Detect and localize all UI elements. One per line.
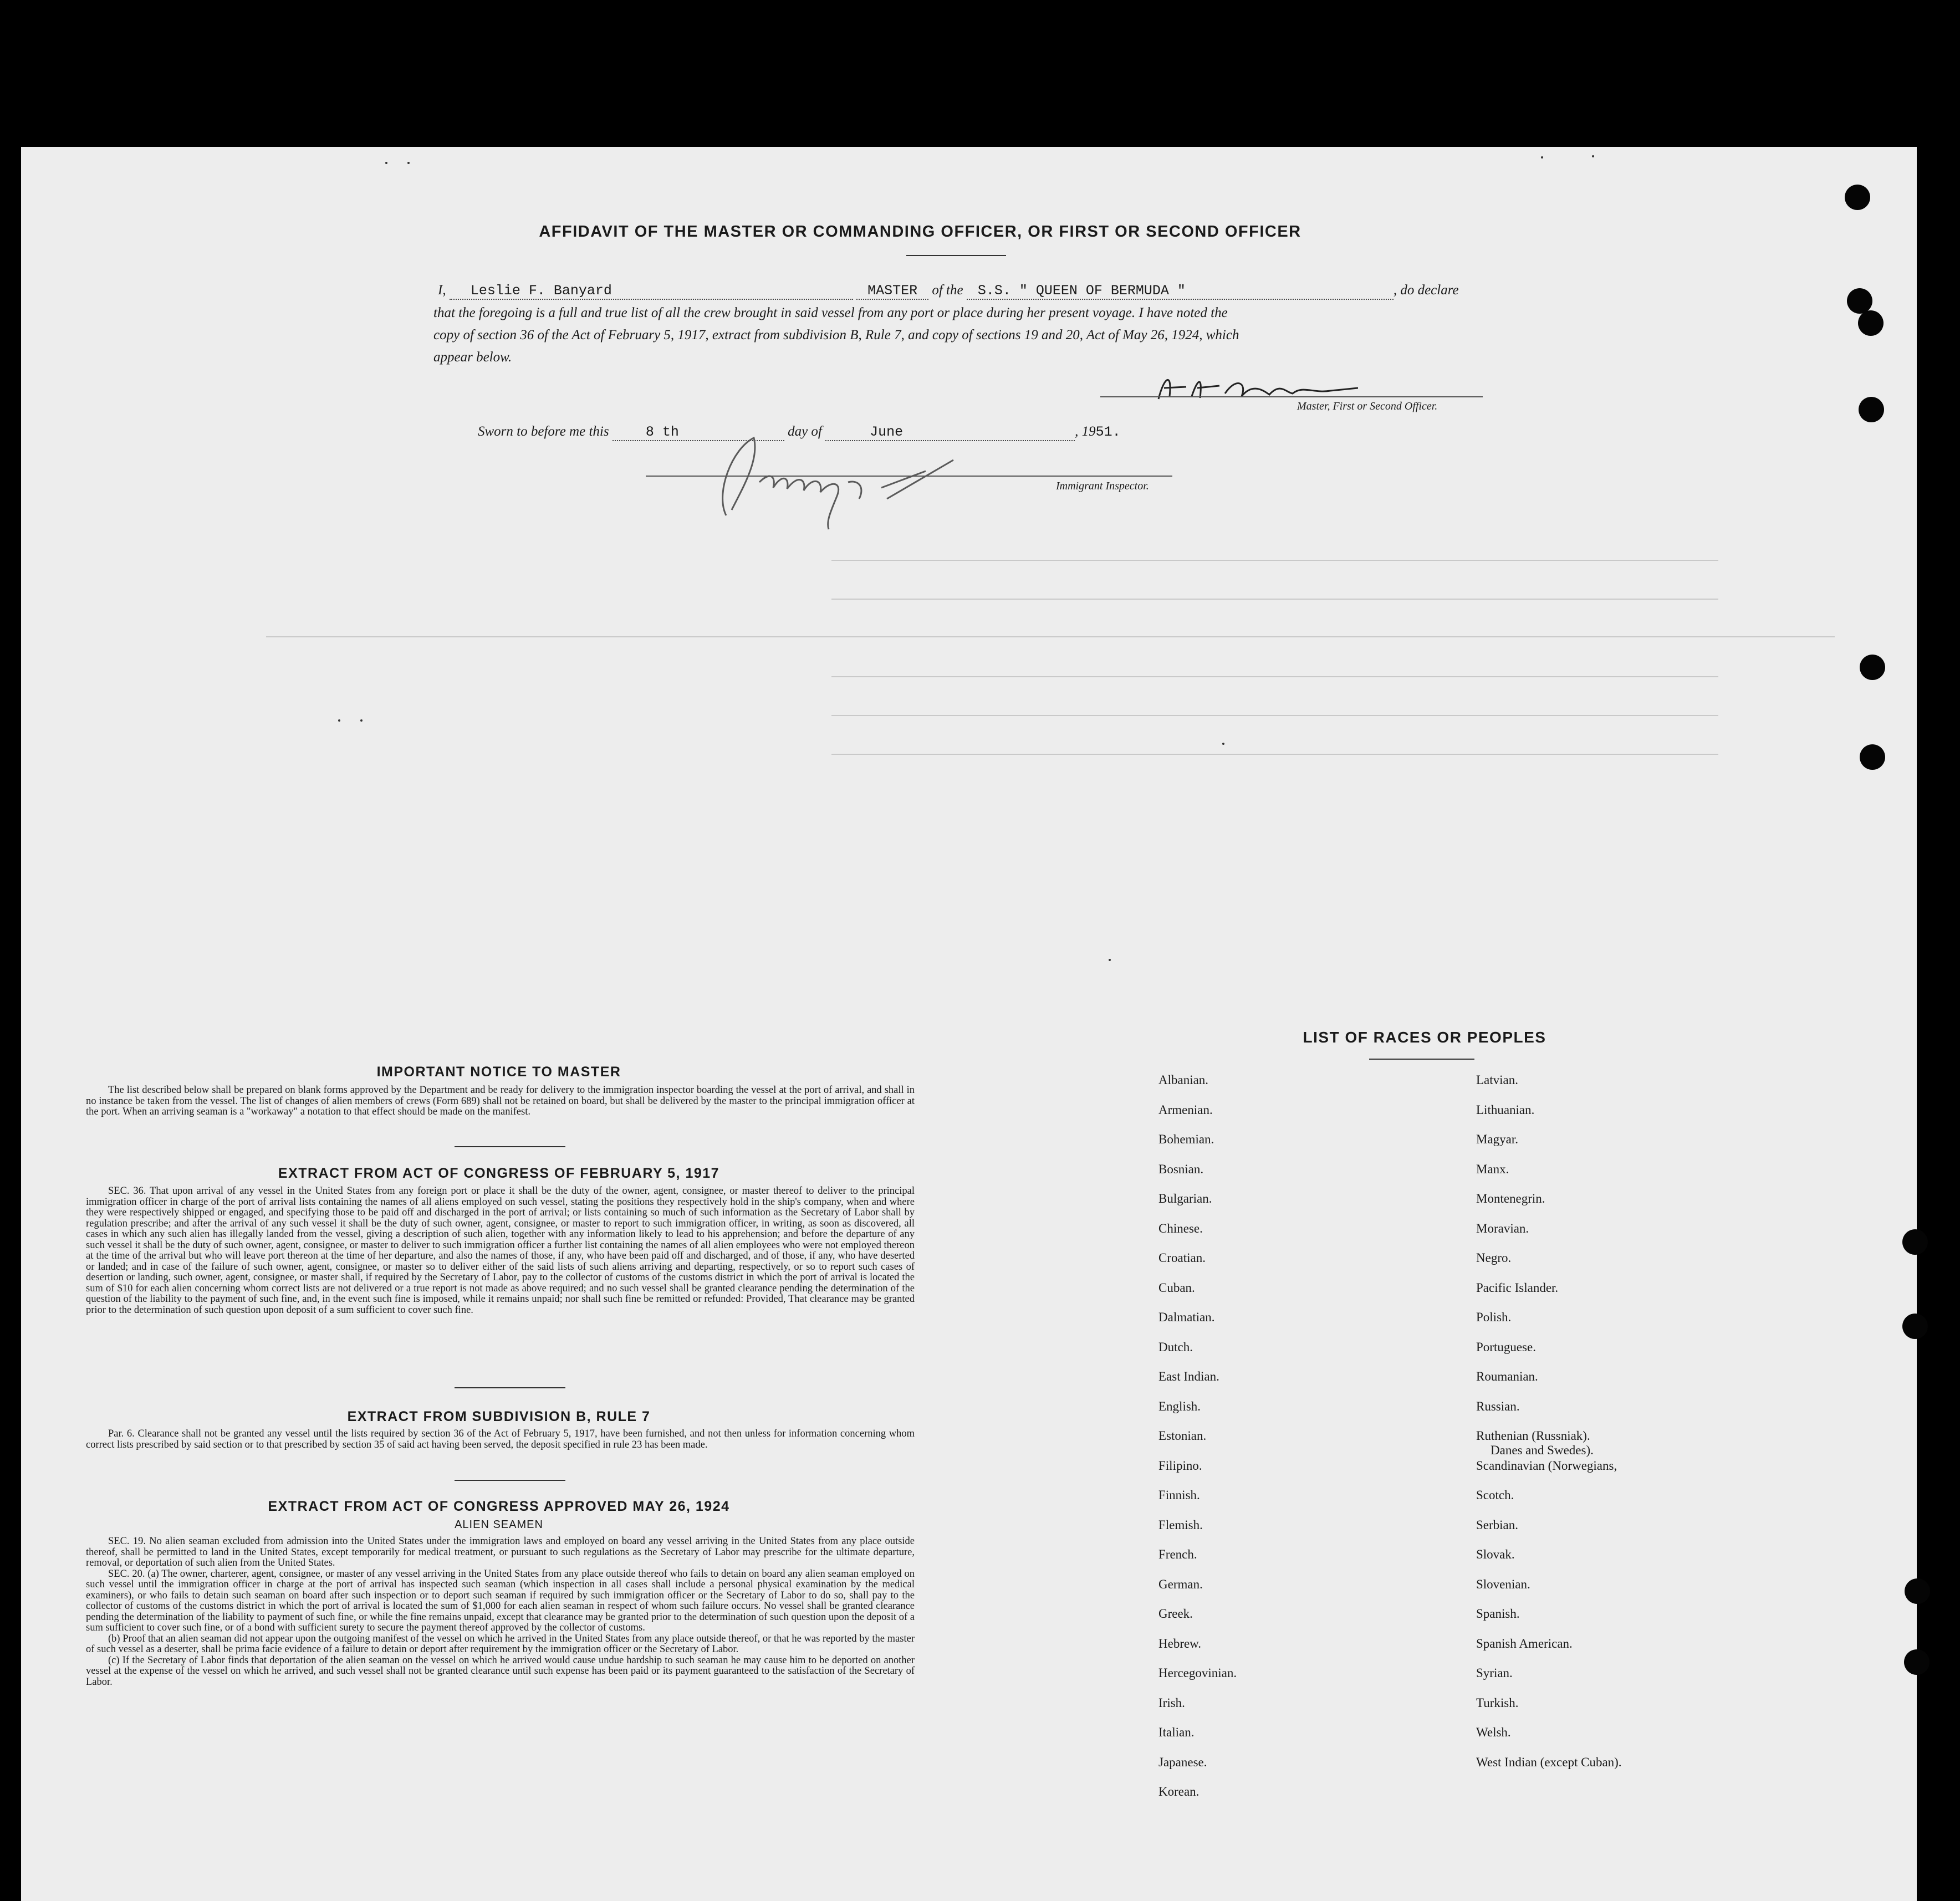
- section-20b-paragraph: (b) Proof that an alien seaman did not appear upon the outgoing manifest of the vessel on which he arrived in the United States from any place outside thereof, or that he was reported by the master of such vessel as a deserter, shall be prima facie evidence of a failure to detain or deport after requirement by the immigration officer or the Secretary of Labor.: [86, 1633, 915, 1655]
- punch-hole: [1858, 310, 1884, 336]
- race-item-left: Dalmatian.: [1158, 1310, 1215, 1324]
- divider: [455, 1387, 565, 1388]
- speck: [407, 162, 410, 164]
- race-item-right: Serbian.: [1476, 1517, 1519, 1532]
- affidavit-line3: copy of section 36 of the Act of February 5, 1917, extract from subdivision B, Rule 7, and copy of sections 19 and 20, Act of May 26, 1924, which: [433, 328, 1239, 343]
- speck: [338, 719, 340, 722]
- alien-seamen-subtitle: ALIEN SEAMEN: [455, 1519, 543, 1531]
- race-item-right: Latvian.: [1476, 1073, 1518, 1087]
- race-item-left: English.: [1158, 1399, 1201, 1413]
- notice-paragraph: The list described below shall be prepared on blank forms approved by the Department and be ready for delivery to the immigration inspector boarding the vessel at the port of arrival, and shall in no instance be taken from the vessel. The list of changes of alien members of crews (Form 689) shall not be retained on board, but shall be delivered by the master to the principal immigration officer at the port. When an arriving seaman is a "workaway" a notation to that effect should be made on the manifest.: [86, 1085, 915, 1117]
- races-title: LIST OF RACES OR PEOPLES: [1303, 1029, 1546, 1046]
- race-item-right: Negro.: [1476, 1251, 1512, 1265]
- race-item-right: Danes and Swedes).: [1491, 1443, 1594, 1457]
- race-item-left: Greek.: [1158, 1607, 1193, 1621]
- race-item-right: Slovak.: [1476, 1547, 1515, 1561]
- vessel-name: S.S. " QUEEN OF BERMUDA ": [967, 283, 1394, 300]
- year-suffix: 51.: [1095, 424, 1121, 440]
- master-name: Leslie F. Banyard: [450, 283, 853, 300]
- race-item-right: West Indian (except Cuban).: [1476, 1755, 1622, 1769]
- race-item-right: Turkish.: [1476, 1695, 1519, 1710]
- bleed-through-line: [831, 599, 1718, 600]
- sworn-label: Sworn to before me this: [478, 424, 609, 439]
- bleed-through-line: [266, 636, 1835, 637]
- race-item-left: Albanian.: [1158, 1073, 1209, 1087]
- race-item-left: Korean.: [1158, 1785, 1200, 1798]
- speck: [1109, 959, 1111, 961]
- speck: [360, 719, 363, 722]
- race-item-left: East Indian.: [1158, 1369, 1219, 1383]
- race-item-left: Irish.: [1158, 1695, 1185, 1710]
- title-divider: [906, 255, 1006, 256]
- race-item-right: Portuguese.: [1476, 1340, 1536, 1354]
- punch-hole: [1904, 1649, 1930, 1675]
- section-36-paragraph: SEC. 36. That upon arrival of any vessel in the United States from any foreign port or place it shall be the duty of the owner, agent, consignee, or master thereof to deliver to the principal immigration officer in charge of the port of arrival lists containing the names of all aliens employed on such vessel, stating the positions they respectively hold in the ship's company, when and where they were respectively shipped or engaged, and specifying those to be paid off and discharged in the port of arrival; or lists containing so much of such information as the Secretary of Labor shall by regulation prescribe; and after the arrival of any such vessel it shall be the duty of such owner, agent, consignee, or master to report to such immigration officer, in writing, as soon as discovered, all cases in which any such alien has illegally landed from the vessel, giving a description of such alien, together with any information likely to lead to his apprehension; and before the departure of any such vessel it shall be the duty of such owner, agent, consignee, or master to deliver to such immigration officer a further list containing the names of all alien employees who were not employed thereon at the time of the arrival but who will leave port thereon at the time of her departure, and also the names of those, if any, who have been paid off and discharged, and of those, if any, who have deserted or landed; and in case of the failure of such owner, agent, consignee, or master so to deliver either of the said lists of such aliens arriving and departing, respectively, or so to report such cases of desertion or landing, such owner, agent, consignee, or master shall, if required by the Secretary of Labor, pay to the collector of customs of the customs district in which the port of arrival is located the sum of $10 for each alien concerning whom correct lists are not delivered or a true report is not made as above required; and no such vessel shall be granted clearance pending the determination of the question of the liability to the payment of such fine, and, in the event such fine is imposed, while it remains unpaid; nor shall such fine be remitted or refunded: Provided, That clearance may be granted prior to the determination of such question upon deposit of a sum sufficient to cover such fine.: [86, 1185, 915, 1316]
- divider: [455, 1480, 565, 1481]
- affidavit-title: AFFIDAVIT OF THE MASTER OR COMMANDING OFFICER, OR FIRST OR SECOND OFFICER: [539, 223, 1301, 241]
- race-item-right: Spanish American.: [1476, 1636, 1573, 1650]
- race-item-left: Finnish.: [1158, 1488, 1200, 1502]
- race-item-right: Montenegrin.: [1476, 1192, 1545, 1205]
- race-item-right: Moravian.: [1476, 1221, 1529, 1235]
- notice-text: [86, 1085, 915, 1118]
- section-19-paragraph: SEC. 19. No alien seaman excluded from admission into the United States under the immigration laws and employed on board any vessel arriving in the United States from any place outside thereof, shall be permitted to land in the United States, except temporarily for medical treatment, or pursuant to such regulations as the Secretary of Labor may prescribe for the ultimate departure, removal, or deportation of such alien from the United States.: [86, 1536, 915, 1568]
- i-label: I,: [438, 283, 446, 298]
- rule7-paragraph: Par. 6. Clearance shall not be granted any vessel until the lists required by section 36 of the Act of February 5, 1917, have been furnished, and not then unless for information concerning whom correct lists prescribed by said section or to that prescribed by section 35 of said act having been served, the deposit specified in rule 23 has been made.: [86, 1428, 915, 1450]
- section-20c-paragraph: (c) If the Secretary of Labor finds that deportation of the alien seaman on the vessel on which he arrived would cause undue hardship to such seaman he may cause him to be deported on another vessel at the expense of the vessel on which he arrived, and such vessel shall not be granted clearance until such expense has been paid or its payment guaranteed to the satisfaction of the Secretary of Labor.: [86, 1654, 915, 1688]
- of-the-label: of the: [932, 283, 963, 298]
- bleed-through-line: [831, 560, 1718, 561]
- race-item-right: Manx.: [1476, 1162, 1509, 1176]
- punch-hole: [1905, 1578, 1930, 1604]
- signature-line: [1100, 396, 1483, 397]
- race-item-left: Estonian.: [1158, 1429, 1207, 1443]
- race-item-left: Bohemian.: [1158, 1132, 1214, 1146]
- inspector-line: [646, 476, 1172, 477]
- do-declare-label: , do declare: [1393, 283, 1459, 298]
- extract-1917-text: [86, 1186, 915, 1316]
- extract-rule7-text: [86, 1429, 915, 1450]
- race-item-right: Syrian.: [1476, 1666, 1513, 1680]
- bleed-through-line: [831, 754, 1718, 755]
- race-item-right: Russian.: [1476, 1399, 1520, 1413]
- race-item-right: Spanish.: [1476, 1607, 1520, 1621]
- race-item-right: Scotch.: [1476, 1488, 1514, 1502]
- race-item-left: Filipino.: [1158, 1458, 1202, 1473]
- race-item-left: Chinese.: [1158, 1221, 1203, 1235]
- sworn-day: 8 th: [612, 424, 784, 441]
- rank-value: MASTER: [856, 283, 928, 300]
- extract-1917-title: EXTRACT FROM ACT OF CONGRESS OF FEBRUARY 5, 1917: [278, 1166, 720, 1181]
- notice-title: IMPORTANT NOTICE TO MASTER: [376, 1064, 621, 1080]
- race-item-left: Armenian.: [1158, 1102, 1213, 1117]
- sworn-month: June: [825, 424, 1075, 441]
- bleed-through-line: [831, 676, 1718, 677]
- affidavit-line4: appear below.: [433, 350, 512, 365]
- speck: [1541, 156, 1543, 159]
- extract-1924-text: [86, 1536, 915, 1688]
- race-item-right: Polish.: [1476, 1310, 1512, 1324]
- race-item-right: Pacific Islander.: [1476, 1280, 1559, 1295]
- race-item-right: Lithuanian.: [1476, 1102, 1535, 1117]
- year-prefix: , 19: [1075, 424, 1096, 439]
- punch-hole: [1902, 1314, 1928, 1339]
- signer-caption: Master, First or Second Officer.: [1297, 400, 1438, 412]
- punch-hole: [1860, 655, 1885, 680]
- divider: [455, 1146, 565, 1147]
- section-20a-paragraph: SEC. 20. (a) The owner, charterer, agent, consignee, or master of any vessel arriving in the United States from any place outside thereof who fails to detain on board any alien seaman employed on such vessel until the immigration officer in charge at the port of arrival has inspected such seaman (which inspection in all cases shall include a personal physical examination by the medical examiners), or who fails to detain such seaman on board after such inspection or to deport such seaman if required by such immigration officer or the Secretary of Labor to do so, shall pay to the collector of customs of the customs district in which the port of arrival is located the sum of $1,000 for each alien seaman in respect of whom such failure occurs. No vessel shall be granted clearance pending the determination of the liability to payment of such fine, or while the fine remains unpaid, except that clearance may be granted prior to the determination of such question upon the deposit of a sum sufficient to cover such fine, or of a bond with sufficient surety to secure the payment thereof approved by the collector of customs.: [86, 1568, 915, 1633]
- race-item-left: French.: [1158, 1547, 1197, 1561]
- inspector-caption: Immigrant Inspector.: [1056, 480, 1149, 492]
- punch-hole: [1902, 1229, 1928, 1255]
- race-item-left: Bosnian.: [1158, 1162, 1204, 1176]
- race-item-left: Dutch.: [1158, 1340, 1193, 1354]
- race-item-right: Ruthenian (Russniak).: [1476, 1429, 1590, 1443]
- speck: [385, 162, 387, 164]
- race-item-right: Slovenian.: [1476, 1577, 1530, 1591]
- race-item-left: German.: [1158, 1577, 1203, 1591]
- inspector-signature: [693, 427, 981, 532]
- race-item-right: Scandinavian (Norwegians,: [1476, 1458, 1617, 1473]
- punch-hole: [1860, 744, 1885, 770]
- race-item-left: Flemish.: [1158, 1517, 1203, 1532]
- race-item-left: Cuban.: [1158, 1280, 1195, 1295]
- punch-hole: [1859, 397, 1884, 422]
- race-item-left: Hercegovinian.: [1158, 1666, 1237, 1680]
- day-of-label: day of: [788, 424, 822, 439]
- races-divider: [1369, 1059, 1474, 1060]
- punch-hole: [1845, 185, 1870, 210]
- race-item-right: Welsh.: [1476, 1725, 1511, 1739]
- race-item-left: Croatian.: [1158, 1251, 1206, 1265]
- race-item-right: Roumanian.: [1476, 1369, 1538, 1383]
- speck: [1222, 743, 1224, 745]
- punch-hole: [1847, 288, 1872, 314]
- extract-1924-title: EXTRACT FROM ACT OF CONGRESS APPROVED MAY 26, 1924: [268, 1499, 730, 1514]
- race-item-left: Japanese.: [1158, 1755, 1207, 1769]
- extract-rule7-title: EXTRACT FROM SUBDIVISION B, RULE 7: [347, 1409, 651, 1424]
- affidavit-line1: [438, 283, 1486, 300]
- speck: [1592, 155, 1594, 157]
- bleed-through-line: [831, 715, 1718, 716]
- affidavit-line2: that the foregoing is a full and true list of all the crew brought in said vessel from any port or place during her present voyage. I have noted the: [433, 305, 1228, 320]
- race-item-left: Italian.: [1158, 1725, 1195, 1739]
- race-item-right: Magyar.: [1476, 1132, 1519, 1146]
- race-item-left: Bulgarian.: [1158, 1192, 1212, 1205]
- race-item-left: Hebrew.: [1158, 1636, 1202, 1650]
